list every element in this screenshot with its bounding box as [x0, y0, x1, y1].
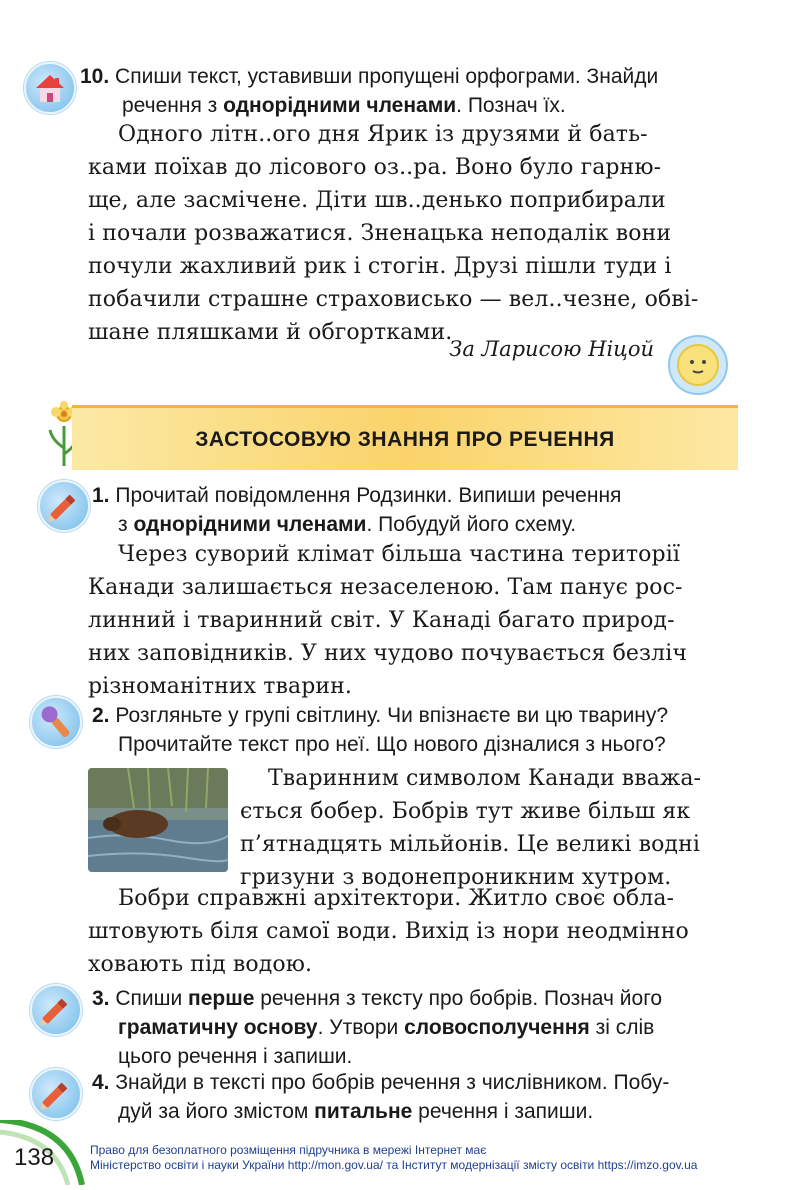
text-line: ще, але засмічене. Діти шв..денько поприбирали — [88, 188, 666, 213]
instruction-line: Прочитайте текст про неї. Що нового дізналися з нього? — [118, 733, 666, 756]
text-line: різноманітних тварин. — [88, 674, 353, 699]
instruction-text: Спиши — [115, 987, 189, 1010]
instruction-text: . Побудуй його схему. — [366, 513, 577, 536]
task-10-text — [88, 118, 738, 349]
instruction-bold: однорідними членами — [133, 513, 367, 536]
smiley-icon — [667, 334, 729, 396]
instruction-bold: словосполучення — [404, 1016, 590, 1039]
instruction-bold: перше — [188, 987, 255, 1010]
task-4-instruction — [92, 1068, 752, 1126]
instruction-text: речення з — [122, 94, 224, 117]
footer-line: Право для безоплатного розміщення підручника в мережі Інтернет має — [90, 1143, 487, 1157]
microphone-icon — [30, 696, 82, 748]
author-credit: За Ларисою Ніцой — [449, 337, 654, 361]
task-number: 3. — [92, 987, 110, 1010]
task-number: 1. — [92, 484, 110, 507]
task-number: 10. — [80, 65, 110, 88]
instruction-bold: однорідними членами — [223, 94, 457, 117]
instruction-text: з — [118, 513, 134, 536]
footer-line: Міністерство освіти і науки України http://mon.gov.ua/ та Інститут модернізації змісту освіти https://imzo.gov.ua — [90, 1158, 698, 1172]
text-line: шане пляшками й обгортками. — [88, 320, 453, 345]
text-line: гризуни з водонепроникним хутром. — [240, 865, 672, 890]
instruction-text: . Познач їх. — [456, 94, 566, 117]
task-10-instruction — [80, 62, 740, 120]
text-line: почули жахливий рик і стогін. Друзі пішли туди і — [88, 254, 672, 279]
section-banner — [72, 405, 738, 470]
page-number: 138 — [14, 1144, 55, 1171]
task-3-instruction — [92, 984, 752, 1071]
text-line: них заповідників. У них чудово почувається безліч — [88, 641, 688, 666]
text-line: штовують біля самої води. Вихід із нори неодмінно — [88, 919, 689, 944]
footer-note — [90, 1143, 790, 1173]
text-line: п’ятнадцять мільйонів. Це великі водні — [240, 832, 700, 857]
text-line: Канади залишається незаселеною. Там панує рос- — [88, 575, 683, 600]
instruction-line: Спиши текст, уставивши пропущені орфограми. Знайди — [115, 65, 659, 88]
beaver-photo — [88, 768, 228, 872]
instruction-text: дуй за його змістом — [118, 1100, 315, 1123]
pen-icon — [30, 1068, 82, 1120]
task-number: 4. — [92, 1071, 110, 1094]
text-line: побачили страшне страховисько — вел..чезне, обві- — [88, 287, 699, 312]
instruction-text: речення і запиши. — [412, 1100, 594, 1123]
instruction-bold: граматичну основу — [118, 1016, 318, 1039]
task-2-text — [88, 882, 738, 981]
task-1-text — [88, 538, 738, 703]
text-line: ховають під водою. — [88, 952, 313, 977]
text-line: Бобри справжні архітектори. Житло своє обла- — [118, 886, 675, 911]
text-line: і почали розважатися. Зненацька неподалік вони — [88, 221, 672, 246]
instruction-text: речення з тексту про бобрів. Познач його — [254, 987, 663, 1010]
task-1-instruction — [92, 481, 738, 539]
text-line: ками поїхав до лісового оз..ра. Воно було гарню- — [88, 155, 662, 180]
text-line: Одного літн..ого дня Ярик із друзями й бать- — [118, 122, 648, 147]
instruction-line: цього речення і запиши. — [118, 1045, 353, 1068]
instruction-text: зі слів — [589, 1016, 655, 1039]
house-icon — [24, 62, 76, 114]
instruction-line: Прочитай повідомлення Родзинки. Випиши речення — [115, 484, 622, 507]
text-line: Тваринним символом Канади вважа- — [268, 766, 702, 791]
text-line: линний і тваринний світ. У Канаді багато природ- — [88, 608, 675, 633]
instruction-text: . Утвори — [317, 1016, 405, 1039]
text-line: ється бобер. Бобрів тут живе більш як — [240, 799, 691, 824]
instruction-line: Знайди в тексті про бобрів речення з числівником. Побу- — [115, 1071, 670, 1094]
pen-icon — [30, 984, 82, 1036]
task-2-beside-image — [240, 762, 738, 894]
section-title: ЗАСТОСОВУЮ ЗНАННЯ ПРО РЕЧЕННЯ — [195, 428, 615, 451]
task-number: 2. — [92, 704, 110, 727]
task-2-instruction — [92, 701, 752, 759]
instruction-line: Розгляньте у групі світлину. Чи впізнаєте ви цю тварину? — [115, 704, 669, 727]
text-line: Через суворий клімат більша частина території — [118, 542, 680, 567]
instruction-bold: питальне — [314, 1100, 413, 1123]
pen-icon — [38, 480, 90, 532]
